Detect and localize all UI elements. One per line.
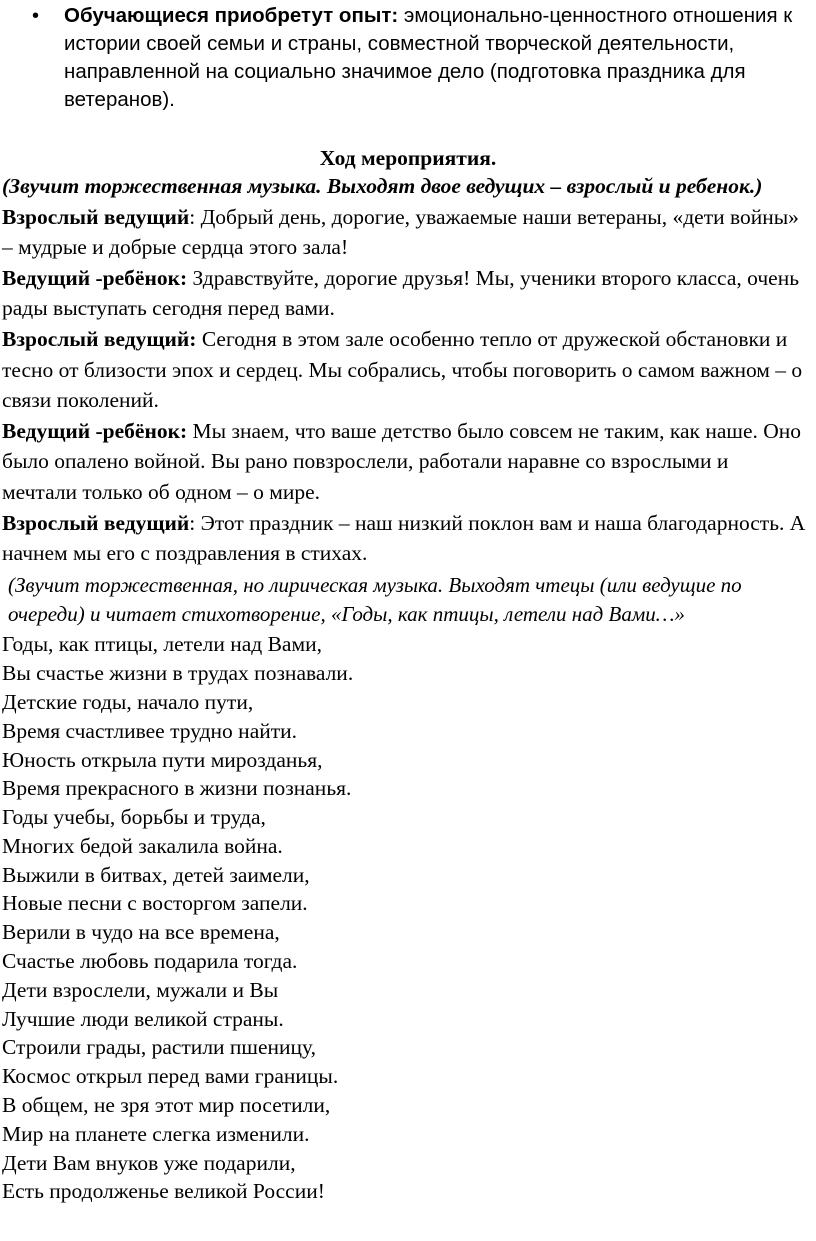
speaker-label: Ведущий -ребёнок: <box>2 265 188 290</box>
poem-line: Выжили в битвах, детей заимели, <box>2 862 310 887</box>
poem-line: Космос открыл перед вами границы. <box>2 1064 339 1089</box>
poem-line: Многих бедой закалила война. <box>2 833 283 858</box>
poem-line: Время прекрасного в жизни познанья. <box>2 776 352 801</box>
poem-line: Годы, как птицы, летели над Вами, <box>2 632 322 657</box>
bullet-marker: • <box>32 5 40 27</box>
dialogue-line <box>2 263 808 324</box>
speech-text: Здравствуйте, дорогие друзья! Мы, ученики второго класса, очень рады выступать сегодня перед вами. <box>2 265 800 321</box>
speech-text: Этот праздник – наш низкий поклон вам и наша благодарность. А начнем мы его с поздравления в стихах. <box>2 510 806 566</box>
bullet-label: Обучающиеся приобретут опыт: <box>64 4 399 27</box>
poem-line: Мир на планете слегка изменили. <box>2 1121 310 1146</box>
speech-text: Мы знаем, что ваше детство было совсем не таким, как наше. Оно было опалено войной. Вы рано повзрослели, работали наравне со взрослыми и мечтали только об одном – о мире. <box>2 418 802 504</box>
bullet-body: эмоционально-ценностного отношения к истории своей семьи и страны, совместной творческой деятельности, направленной на социально значимое дело (подготовка праздника для ветеранов). <box>64 4 793 111</box>
poem <box>2 630 808 1206</box>
poem-line: Строили грады, растили пшеницу, <box>2 1035 317 1060</box>
bullet-text <box>64 2 808 114</box>
speech-text: Сегодня в этом зале особенно тепло от дружеской обстановки и тесно от близости эпох и сердец. Мы собрались, чтобы поговорить о самом важном – о связи поколений. <box>2 326 803 413</box>
poem-line: Годы учебы, борьбы и труда, <box>2 805 266 830</box>
dialogue-line <box>2 508 808 569</box>
poem-line: Верили в чудо на все времена, <box>2 920 280 945</box>
poem-line: Счастье любовь подарила тогда. <box>2 949 298 974</box>
speaker-label: Взрослый ведущий: <box>2 326 197 351</box>
stage-direction-opening: (Звучит торжественная музыка. Выходят двое ведущих – взрослый и ребенок.) <box>2 174 763 198</box>
speaker-label: Ведущий -ребёнок: <box>2 418 188 443</box>
poem-line: Дети Вам внуков уже подарили, <box>2 1150 296 1175</box>
speaker-label: Взрослый ведущий <box>2 510 190 535</box>
outcome-bullet <box>28 2 808 114</box>
poem-line: Новые песни с восторгом запели. <box>2 891 308 916</box>
speaker-separator: : <box>189 204 196 229</box>
section-title: Ход мероприятия. <box>319 146 497 170</box>
poem-line: Вы счастье жизни в трудах познавали. <box>2 661 354 686</box>
dialogue-line <box>2 202 808 263</box>
speaker-label: Взрослый ведущий <box>2 204 190 229</box>
poem-line: Лучшие люди великой страны. <box>2 1006 284 1031</box>
event-script <box>2 171 808 1206</box>
speech-text: Добрый день, дорогие, уважаемые наши ветераны, «дети войны» – мудрые и добрые сердца этого зала! <box>2 204 799 260</box>
poem-line: Дети взрослели, мужали и Вы <box>2 977 279 1002</box>
dialogue-line <box>2 324 808 416</box>
poem-line: Время счастливее трудно найти. <box>2 718 298 743</box>
poem-line: Юность открыла пути мирозданья, <box>2 747 323 772</box>
speaker-separator: : <box>189 510 196 535</box>
poem-line: Есть продолженье великой России! <box>2 1179 325 1204</box>
poem-line: Детские годы, начало пути, <box>2 689 254 714</box>
stage-direction-poem: (Звучит торжественная, но лирическая музыка. Выходят чтецы (или ведущие по очереди) и читает стихотворение, «Годы, как птицы, летели над Вами…» <box>8 572 742 626</box>
poem-line: В общем, не зря этот мир посетили, <box>2 1093 331 1118</box>
dialogue-line <box>2 416 808 508</box>
